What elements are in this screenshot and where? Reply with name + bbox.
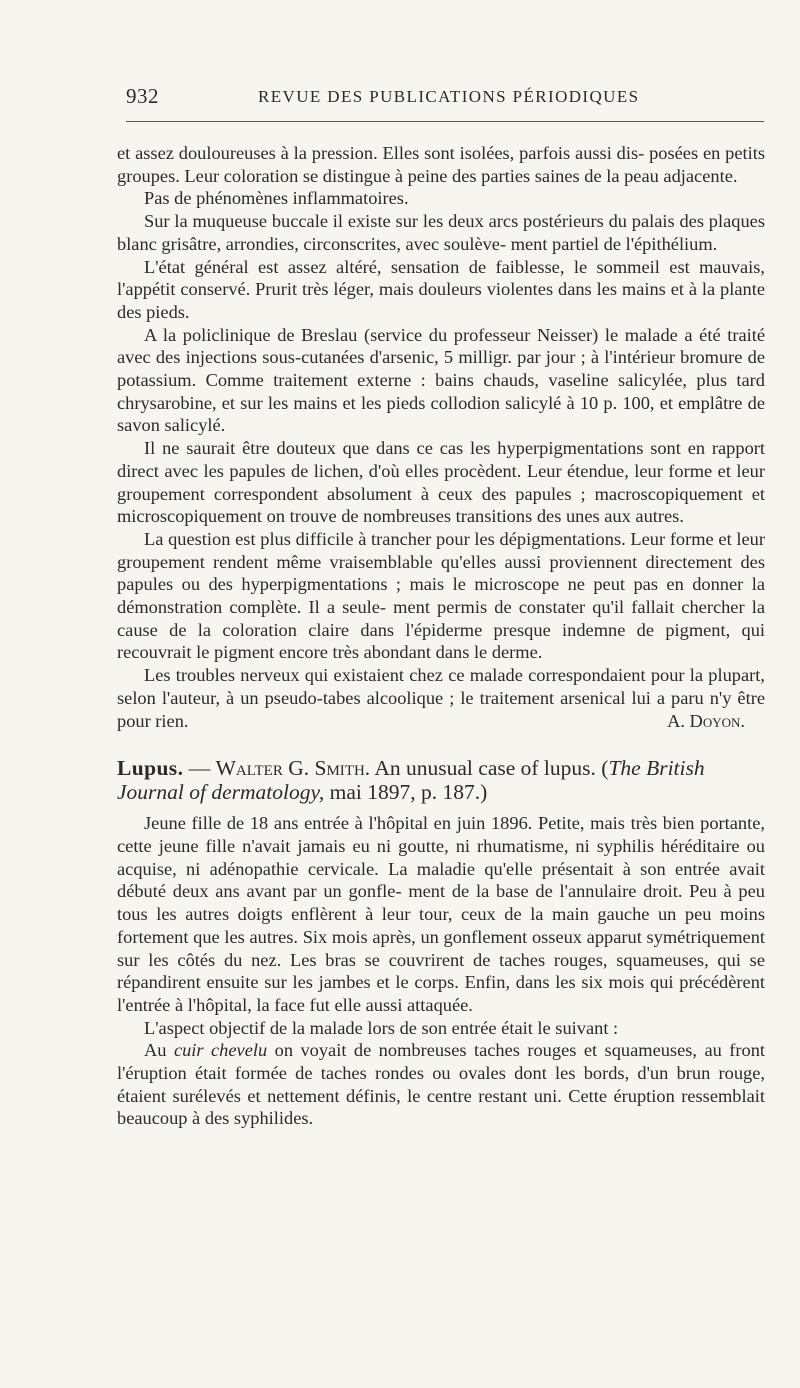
work-title: An unusual case of lupus. ( <box>370 756 609 781</box>
paragraph: L'aspect objectif de la malade lors de son entrée était le suivant : <box>144 1017 619 1038</box>
page-number: 932 <box>126 84 159 108</box>
paragraph: Sur la muqueuse buccale il existe sur les deux arcs postérieurs du palais des plaques blanc grisâtre, arrondies, circonscrites, avec soulève- ment partiel de l'épithélium. <box>117 211 765 254</box>
citation: mai 1897, p. 187.) <box>324 780 488 805</box>
running-title: REVUE DES PUBLICATIONS PÉRIODIQUES <box>258 87 640 106</box>
author: Walter G. Smith. <box>215 756 371 781</box>
paragraph: Il ne saurait être douteux que dans ce cas les hyperpigmentations sont en rapport direct avec les papules de lichen, d'où elles procèdent. Leur étendue, leur forme et leur groupement correspondent absolument à ceux des papules ; macroscopiquement et microscopiquement on trouve de nombreuses transitions des unes aux autres. <box>117 438 765 527</box>
paragraph: L'état général est assez altéré, sensation de faiblesse, le sommeil est mauvais, l'appétit conservé. Prurit très léger, mais douleurs violentes dans les mains et à la plante des pieds. <box>117 256 765 322</box>
paragraph-prefix: Au <box>144 1040 174 1061</box>
paragraph: et assez douloureuses à la pression. Elles sont isolées, parfois aussi dis- posées en petits groupes. Leur coloration se distingue à peine des parties saines de la peau adjacente. <box>117 143 765 186</box>
paragraph: A la policlinique de Breslau (service du professeur Neisser) le malade a été traité avec des injections sous-cutanées d'arsenic, 5 milligr. par jour ; à l'intérieur bromure de potassium. Comme traitement externe : bains chauds, vaseline salicylée, plus tard chrysarobine, et sur les mains et les pieds collodion salicylé à 10 p. 100, et emplâtre de savon salicylé. <box>117 324 765 436</box>
paragraph: Jeune fille de 18 ans entrée à l'hôpital en juin 1896. Petite, mais très bien portante, cette jeune fille n'avait jamais eu ni goutte, ni rhumatisme, ni syphilis héréditaire ou acquise, ni adénopathie cervicale. La maladie qu'elle présentait à son entrée avait débuté deux ans avant par un gonfle- ment de la base de l'annulaire droit. Peu à peu tous les autres doigts enflèrent à leur tour, ceux de la main gauche un peu moins fortement que les autres. Six mois après, un gonflement osseux apparut symétriquement sur les côtés du nez. Les bras se couvrirent de taches rouges, squameuses, qui se répandirent ensuite sur les jambes et le corps. Enfin, dans les six mois qui précédèrent l'entrée à l'hôpital, la face fut elle aussi attaquée. <box>117 813 765 1015</box>
article-heading <box>117 756 765 804</box>
paragraph <box>117 664 765 732</box>
header-rule <box>126 121 764 122</box>
article-body <box>117 812 765 1130</box>
paragraph-text: Les troubles nerveux qui existaient chez ce malade correspondaient pour la plupart, selon l'auteur, à un pseudo-tabes alcoolique ; le traitement arsenical lui a paru n'y être pour rien. <box>117 665 765 731</box>
journal-name: The British Journal of dermatology, <box>117 756 705 805</box>
article-continued <box>117 142 765 732</box>
article-title: Lupus. <box>117 756 184 781</box>
paragraph <box>117 1039 765 1130</box>
signature: A. Doyon. <box>667 710 745 731</box>
paragraph: Pas de phénomènes inflammatoires. <box>144 188 409 209</box>
body-text <box>117 142 765 1130</box>
italic-term: cuir chevelu <box>173 1040 268 1061</box>
page-header <box>126 84 766 114</box>
paragraph: La question est plus difficile à trancher pour les dépigmentations. Leur forme et leur groupement rendent même vraisemblable qu'elles aussi proviennent directement des papules ou des hyperpigmentations ; mais le microscope ne peut pas en donner la démonstration complète. Il a seule- ment permis de constater qu'il fallait chercher la cause de la coloration claire dans l'épiderme presque indemne de pigment, qui recouvrait le pigment encore très abondant dans le derme. <box>117 528 765 663</box>
paragraph-text: on voyait de nombreuses taches rouges et squameuses, au front l'éruption était formée de taches rondes ou ovales dont les bords, d'un brun rouge, étaient surélevés et nettement définis, le centre restant uni. Cette éruption ressemblait beaucoup à des syphilides. <box>117 1040 766 1129</box>
heading-dash: — <box>183 756 216 781</box>
